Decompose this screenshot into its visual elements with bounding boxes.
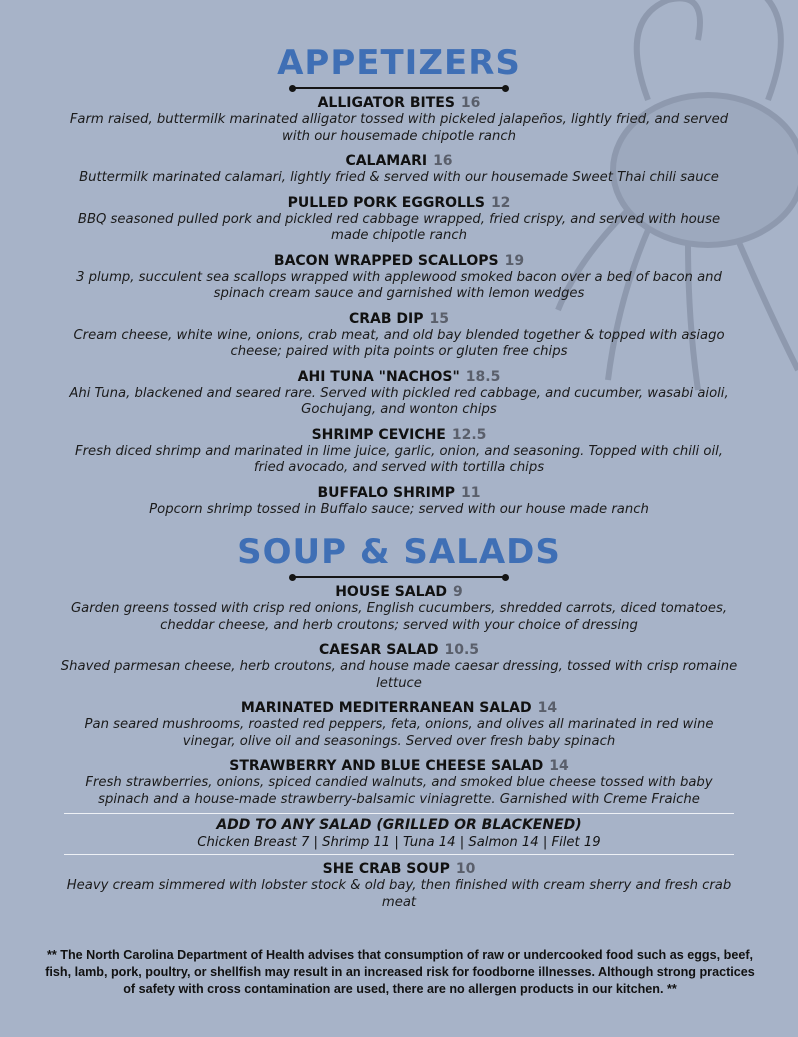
item-price: 18.5 [465,368,501,385]
menu-item [0,369,798,419]
item-price: 10.5 [444,642,480,658]
item-description: Fresh diced shrimp and marinated in lime juice, garlic, onion, and seasoning. Topped with chili oil, fried avocado, and served with tortilla chips [75,443,723,475]
item-price: 14 [549,758,569,774]
item-name: PULLED PORK EGGROLLS [287,194,485,211]
menu-item [0,95,798,145]
menu-item [0,642,798,692]
item-description: Buttermilk marinated calamari, lightly fried & served with our housemade Sweet Thai chili sauce [79,170,719,185]
item-description: Heavy cream simmered with lobster stock & old bay, then finished with cream sherry and fresh crab meat [66,878,732,910]
soups-title: SOUP & SALADS [237,532,561,572]
item-description: Ahi Tuna, blackened and seared rare. Served with pickled red cabbage, and cucumber, wasabi aioli, Gochujang, and wonton chips [69,385,729,417]
item-name: BACON WRAPPED SCALLOPS [273,252,499,269]
item-name: STRAWBERRY AND BLUE CHEESE SALAD [229,758,544,774]
item-price: 16 [433,153,453,169]
appetizers-divider [292,87,506,89]
menu-item [0,427,798,477]
menu-item [0,758,798,808]
item-price: 11 [461,484,481,501]
item-price: 19 [504,252,525,269]
item-price: 10 [455,861,476,877]
item-price: 14 [537,700,558,716]
item-description: Cream cheese, white wine, onions, crab meat, and old bay blended together & topped with asiago cheese; paired with pita points or gluten free chips [73,327,725,359]
menu-item [0,861,798,911]
health-disclaimer: ** The North Carolina Department of Health advises that consumption of raw or undercooked food such as eggs, beef, fish, lamb, pork, poultry, or shellfish may result in an increased risk for foodborne illnesses. Although strong practices of safety with cross contamination are used, there are no allergen products in our kitchen. ** [45,948,755,996]
item-name: HOUSE SALAD [335,584,448,600]
item-name: CRAB DIP [348,310,424,327]
soups-divider [292,576,506,578]
item-description: 3 plump, succulent sea scallops wrapped with applewood smoked bacon over a bed of bacon and spinach cream sauce and garnished with lemon wedges [76,269,722,301]
item-description: Pan seared mushrooms, roasted red peppers, feta, onions, and olives all marinated in red wine vinegar, olive oil and seasonings. Served over fresh baby spinach [84,717,714,749]
menu-item [0,584,798,634]
item-price: 9 [453,584,463,600]
menu-item [0,700,798,750]
item-name: BUFFALO SHRIMP [317,484,456,501]
item-name: MARINATED MEDITERRANEAN SALAD [240,700,532,716]
menu-item [0,253,798,303]
menu-item [0,153,798,187]
menu-item [0,485,798,519]
item-description: Shaved parmesan cheese, herb croutons, and house made caesar dressing, tossed with crisp romaine lettuce [60,659,738,691]
item-price: 16 [460,95,481,111]
item-description: Fresh strawberries, onions, spiced candied walnuts, and smoked blue cheese tossed with baby spinach and a house-made strawberry-balsamic viniagrette. Garnished with Creme Fraiche [85,775,713,807]
item-price: 12.5 [451,426,487,443]
item-name: ALLIGATOR BITES [317,95,455,111]
addon-list: Chicken Breast 7 | Shrimp 11 | Tuna 14 | Salmon 14 | Filet 19 [197,835,601,850]
item-description: Popcorn shrimp tossed in Buffalo sauce; served with our house made ranch [149,501,649,517]
menu-item [0,195,798,245]
menu-item [0,311,798,361]
addon-title: ADD TO ANY SALAD (GRILLED OR BLACKENED) [216,817,582,833]
item-name: CAESAR SALAD [318,642,439,658]
item-description: Garden greens tossed with crisp red onions, English cucumbers, shredded carrots, diced tomatoes, cheddar cheese, and herb croutons; served with your choice of dressing [70,601,728,633]
item-name: SHRIMP CEVICHE [311,426,446,443]
item-price: 15 [429,310,449,327]
item-price: 12 [490,194,511,211]
item-description: Farm raised, buttermilk marinated alligator tossed with pickeled jalapeños, lightly fried, and served with our housemade chipotle ranch [69,112,729,144]
appetizers-title: APPETIZERS [277,43,521,83]
item-description: BBQ seasoned pulled pork and pickled red cabbage wrapped, fried crispy, and served with house made chipotle ranch [77,211,721,243]
item-name: CALAMARI [345,153,428,169]
item-name: SHE CRAB SOUP [322,861,450,877]
item-name: AHI TUNA "NACHOS" [297,368,460,385]
